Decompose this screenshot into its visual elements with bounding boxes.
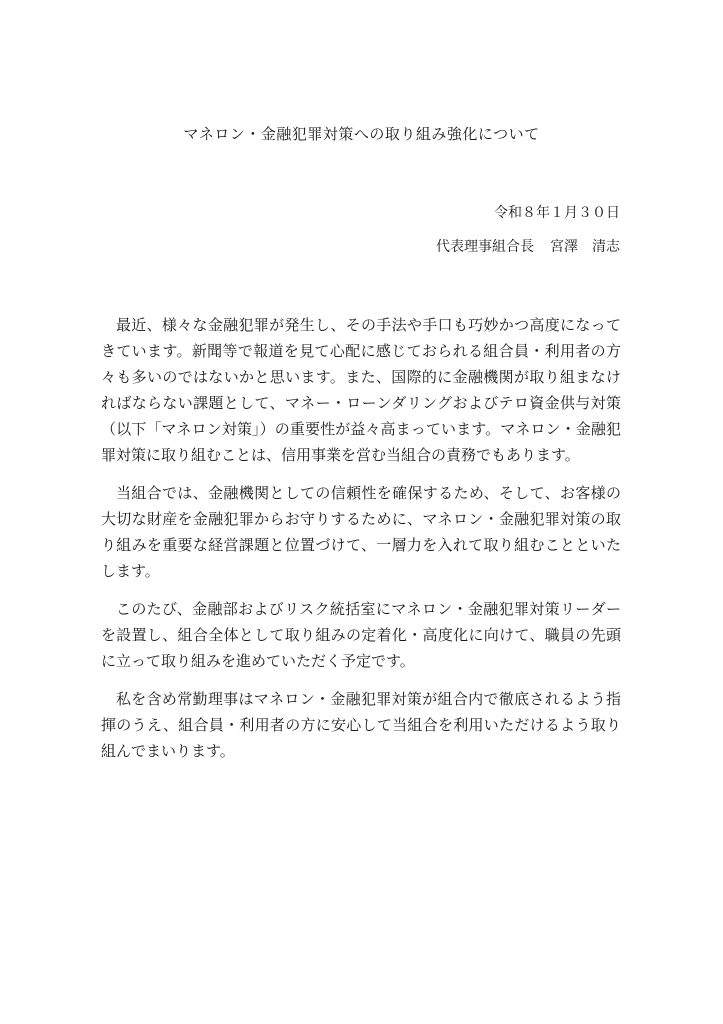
document-date: 令和８年１月３０日	[494, 205, 620, 221]
document-title: マネロン・金融犯罪対策への取り組み強化について	[183, 125, 540, 143]
body-paragraph: 私を含め常勤理事はマネロン・金融犯罪対策が組合内で徹底されるよう指揮のうえ、組合員・利用者の方に安心して当組合を利用いただけるよう取り組んでまいります。	[101, 690, 621, 760]
author-role: 代表理事組合長	[436, 239, 534, 255]
body-paragraph: 当組合では、金融機関としての信頼性を確保するため、そして、お客様の大切な財産を金融犯罪からお守りするために、マネロン・金融犯罪対策の取り組みを重要な経営課題と位置づけて、一層力を入れて取り組むことといたします。	[101, 484, 621, 580]
body-paragraph: このたび、金融部およびリスク統括室にマネロン・金融犯罪対策リーダーを設置し、組合全体として取り組みの定着化・高度化に向けて、職員の先頭に立って取り組みを進めていただく予定です。	[101, 600, 621, 670]
document-author	[436, 238, 620, 256]
document-body	[101, 312, 621, 776]
body-paragraph: 最近、様々な金融犯罪が発生し、その手法や手口も巧妙かつ高度になってきています。新聞等で報道を見て心配に感じておられる組合員・利用者の方々も多いのではないかと思います。また、国際的に金融機関が取り組まなければならない課題として、マネー・ローンダリングおよびテロ資金供与対策（以下「マネロン対策」）の重要性が益々高まっています。マネロン・金融犯罪対策に取り組むことは、信用事業を営む当組合の責務でもあります。	[101, 316, 621, 464]
author-name: 宮澤 清志	[550, 239, 620, 255]
